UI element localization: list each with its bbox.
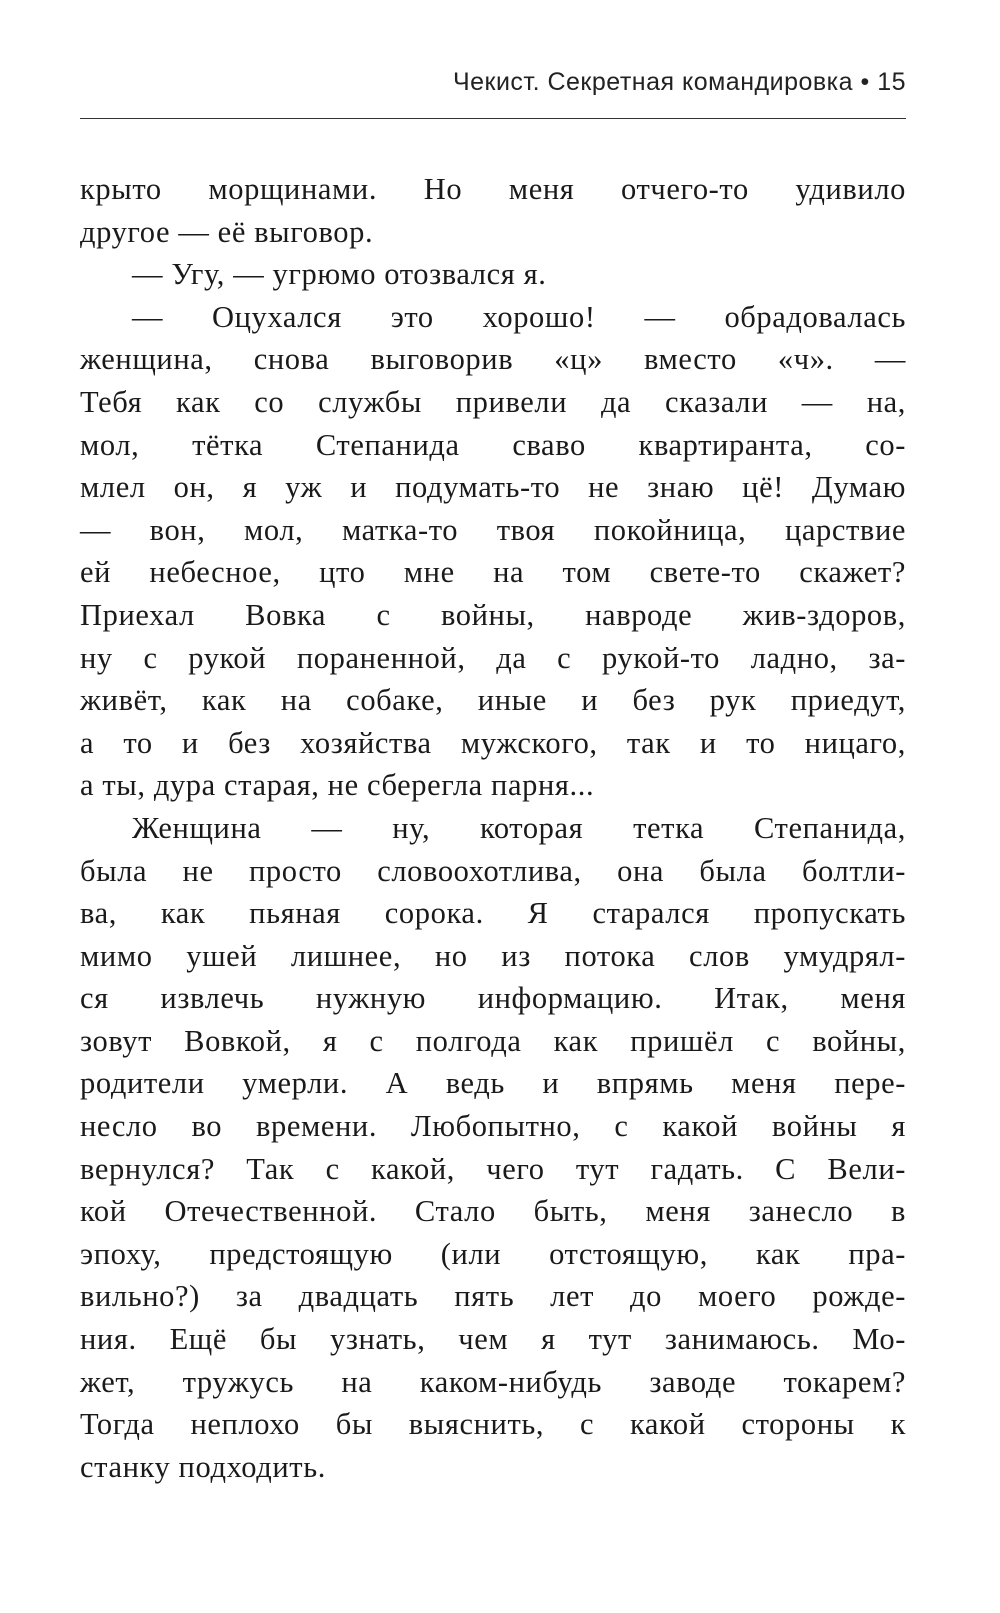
text-line: вильно?) за двадцать пять лет до моего рожде-: [80, 1279, 906, 1314]
text-line: — Угу, — угрюмо отозвался я.: [132, 257, 547, 292]
text-line: другое — её выговор.: [80, 214, 374, 249]
text-line: эпоху, предстоящую (или отстоящую, как пра-: [80, 1236, 906, 1271]
text-line: ей небесное, цто мне на том свете-то скажет?: [80, 555, 906, 590]
text-line: а ты, дура старая, не сберегла парня...: [80, 768, 595, 803]
text-line: Женщина — ну, которая тетка Степанида,: [132, 810, 906, 845]
text-line: станку подходить.: [80, 1449, 326, 1484]
text-line: Тебя как со службы привели да сказали — на,: [80, 384, 906, 419]
text-line: родители умерли. А ведь и впрямь меня пере-: [80, 1066, 906, 1101]
text-line: ну с рукой пораненной, да с рукой-то ладно, за-: [80, 640, 906, 675]
text-line: мол, тётка Степанида сваво квартиранта, со-: [80, 427, 906, 462]
text-line: мимо ушей лишнее, но из потока слов умудрял-: [80, 938, 906, 973]
text-line: — вон, мол, матка-то твоя покойница, царствие: [80, 512, 906, 547]
text-line: ния. Ещё бы узнать, чем я тут занимаюсь. Мо-: [80, 1322, 906, 1357]
text-line: женщина, снова выговорив «ц» вместо «ч». —: [80, 342, 906, 377]
text-line: была не просто словоохотлива, она была болтли-: [80, 853, 906, 888]
text-line: — Оцухался это хорошо! — обрадовалась: [132, 299, 906, 334]
text-line: зовут Вовкой, я с полгода как пришёл с войны,: [80, 1023, 906, 1058]
text-line: Приехал Вовка с войны, навроде жив-здоров,: [80, 597, 906, 632]
text-line: кой Отечественной. Стало быть, меня занесло в: [80, 1194, 906, 1229]
text-line: Тогда неплохо бы выяснить, с какой стороны к: [80, 1407, 906, 1442]
text-line: ва, как пьяная сорока. Я старался пропускать: [80, 896, 906, 931]
text-line: вернулся? Так с какой, чего тут гадать. С Вели-: [80, 1151, 906, 1186]
page-body: [80, 168, 906, 1488]
text-line: млел он, я уж и подумать-то не знаю цё! Думаю: [80, 470, 906, 505]
text-line: жет, тружусь на каком-нибудь заводе токарем?: [80, 1364, 906, 1399]
text-line: живёт, как на собаке, иные и без рук приедут,: [80, 683, 906, 718]
header-rule: [80, 118, 906, 119]
text-line: несло во времени. Любопытно, с какой войны я: [80, 1109, 906, 1144]
text-line: ся извлечь нужную информацию. Итак, меня: [80, 981, 906, 1016]
running-head: Чекист. Секретная командировка • 15: [452, 68, 906, 96]
text-line: крыто морщинами. Но меня отчего-то удивило: [80, 172, 906, 206]
text-line: а то и без хозяйства мужского, так и то ницаго,: [80, 725, 906, 760]
